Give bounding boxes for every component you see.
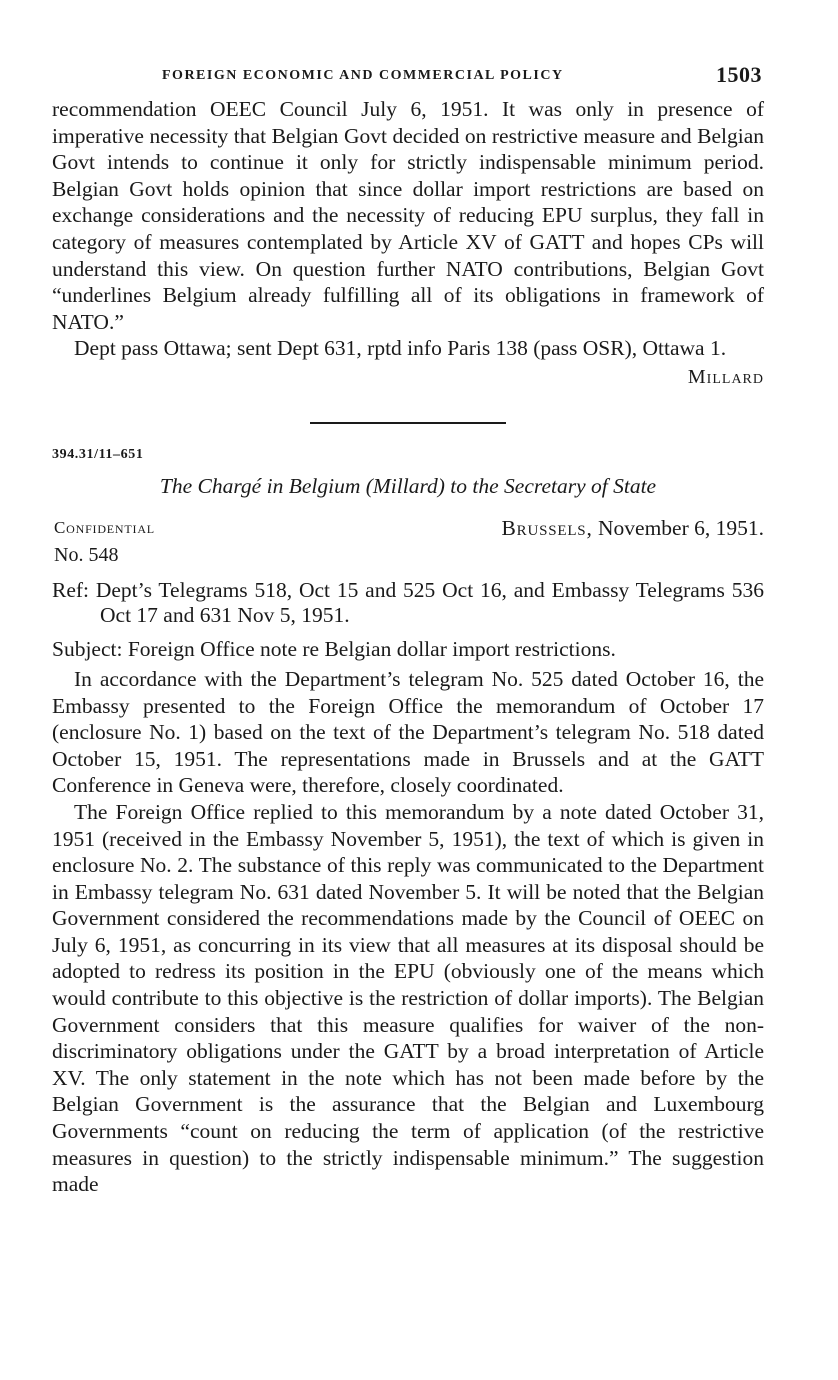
section-divider — [310, 422, 506, 424]
file-number: 394.31/11–651 — [52, 446, 144, 462]
body-paragraph: In accordance with the Department’s telegram No. 525 dated October 16, the Embassy presented to the Foreign Office the memorandum of October 17 (enclosure No. 1) based on the text of the Department’s telegram No. 518 dated October 15, 1951. The representations made in Brussels and at the GATT Conference in Geneva were, therefore, closely coordinated. — [52, 666, 764, 798]
continued-paragraph: recommendation OEEC Council July 6, 1951. It was only in presence of imperative necessity that Belgian Govt decided on restrictive measure and Belgian Govt intends to continue it only for strictly indispensable minimum period. Belgian Govt holds opinion that since dollar import restrictions are based on exchange considerations and the necessity of reducing EPU surplus, they fall in category of measures contemplated by Article XV of GATT and hopes CPs will understand this view. On question further NATO contributions, Belgian Govt “underlines Belgium already fulfilling all of its obligations in framework of NATO.” — [52, 97, 764, 334]
subject-line: Subject: Foreign Office note re Belgian dollar import restrictions. — [52, 636, 616, 661]
running-header — [52, 62, 764, 96]
signature: Millard — [687, 365, 764, 388]
routing-paragraph: Dept pass Ottawa; sent Dept 631, rptd info Paris 138 (pass OSR), Ottawa 1. — [74, 336, 727, 361]
body-paragraph: The Foreign Office replied to this memorandum by a note dated October 31, 1951 (received in the Embassy November 5, 1951), the text of which is given in enclosure No. 2. The substance of this reply was communicated to the Department in Embassy telegram No. 631 dated November 5. It will be noted that the Belgian Government considered the recommendations made by the Council of OEEC on July 6, 1951, as concurring in its view that all measures at its disposal should be adopted to redress its position in the EPU (obviously one of the means which would contribute to this objective is the restriction of dollar imports). The Belgian Government considers that this measure qualifies for waiver of the non-discriminatory obligations under the GATT by a broad interpretation of Article XV. The only statement in the note which has not been made before by the Belgian Government is the assurance that the Belgian and Luxembourg Governments “count on reducing the term of application (of the restrictive measures in question) to the strictly indispensable minimum.” The suggestion made — [52, 799, 764, 1197]
document-page — [52, 62, 764, 1198]
reference-line: Ref: Dept’s Telegrams 518, Oct 15 and 525 Oct 16, and Embassy Telegrams 536 Oct 17 and 631 Nov 5, 1951. — [52, 577, 764, 627]
running-title: FOREIGN ECONOMIC AND COMMERCIAL POLICY — [162, 68, 564, 83]
place-and-date — [502, 516, 764, 541]
place: Brussels, — [501, 515, 593, 540]
date: November 6, 1951. — [598, 515, 764, 540]
classification-date-row — [52, 516, 764, 542]
document-title: The Chargé in Belgium (Millard) to the Secretary of State — [159, 473, 657, 498]
document-number: No. 548 — [54, 543, 119, 566]
page-number: 1503 — [716, 62, 762, 87]
classification-mark: Confidential — [54, 517, 155, 537]
